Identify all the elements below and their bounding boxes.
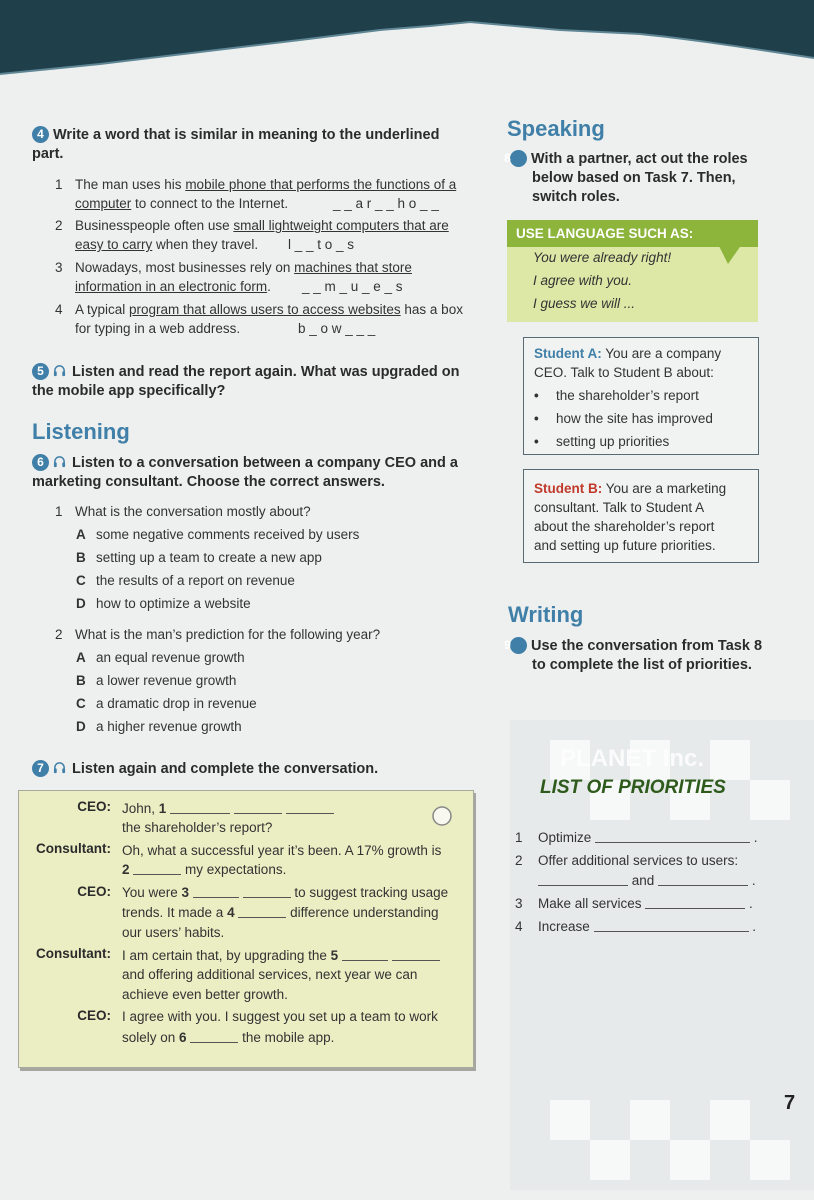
dialogue-line: achieve even better growth. [122, 987, 288, 1002]
task6-question-2: 2 What is the man’s prediction for the following year? [55, 627, 381, 642]
section-heading-speaking: Speaking [507, 116, 605, 141]
dialogue-line: 2 my expectations. [122, 862, 287, 877]
task9-instruction: 9 Use the conversation from Task 8 to complete the list of priorities. [504, 638, 763, 673]
option[interactable]: C a dramatic drop in revenue [76, 696, 257, 711]
answer-blank[interactable] [170, 801, 230, 814]
answer-blank[interactable] [342, 948, 388, 961]
task6-question-1: 1 What is the conversation mostly about? [55, 504, 311, 519]
task4-item-3: 3 Nowadays, most businesses rely on machines that store information in an electronic form. _ _ m _ u _ e _ s [55, 260, 412, 294]
option[interactable]: B a lower revenue growth [76, 673, 237, 688]
answer-blank[interactable] [238, 905, 286, 918]
task-number: 5 [32, 363, 49, 380]
dialogue-line: trends. It made a 4 difference understanding [122, 905, 439, 920]
clue: b _ o w _ _ _ [298, 321, 376, 336]
section-heading-listening: Listening [32, 419, 130, 444]
use-language-title: USE LANGUAGE SUCH AS: [516, 226, 694, 241]
phrase: I agree with you. [533, 273, 633, 288]
answer-blank[interactable] [594, 919, 749, 932]
option[interactable]: A some negative comments received by users [76, 527, 360, 542]
speaker-label: Consultant: [36, 841, 111, 856]
answer-blank[interactable] [133, 862, 181, 875]
dialogue-line: our users’ habits. [122, 925, 225, 940]
bullet-item: • setting up priorities [534, 434, 670, 449]
dialogue-line: solely on 6 the mobile app. [122, 1030, 335, 1045]
clue: _ _ m _ u _ e _ s [302, 279, 403, 294]
task-number: 6 [32, 454, 49, 471]
dialogue-line: and offering additional services, next year we can [122, 967, 418, 982]
student-a-card: Student A: You are a company CEO. Talk to Student B about: • the shareholder’s report • how the site has improved • setting up priorities [523, 337, 759, 455]
answer-blank[interactable] [658, 873, 748, 886]
speaker-label: CEO: [77, 799, 111, 814]
task8-instruction: 8 With a partner, act out the roles below based on Task 7. Then, switch roles. [504, 151, 748, 205]
task5-instruction: 5 Listen and read the report again. What was upgraded on the mobile app specifically? [32, 364, 460, 399]
planet-watermark: PLANET Inc. [560, 745, 705, 772]
option[interactable]: A an equal revenue growth [76, 650, 245, 665]
answer-blank[interactable] [645, 896, 745, 909]
clue: _ _ a r _ _ h o _ _ [333, 196, 439, 211]
top-banner [0, 0, 814, 80]
clue: l _ _ t o _ s [288, 237, 355, 252]
phrase: You were already right! [533, 250, 672, 265]
dialogue-line: the shareholder’s report? [122, 820, 273, 835]
dialogue-line: Oh, what a successful year it’s been. A 17% growth is [122, 843, 442, 858]
dialogue-line: I am certain that, by upgrading the 5 [122, 945, 440, 966]
answer-blank[interactable] [595, 830, 750, 843]
task-number: 4 [32, 126, 49, 143]
task4-item-2: 2 Businesspeople often use small lightweight computers that are easy to carry when they travel. l _ _ t o _ s [55, 218, 449, 252]
bullet-item: • how the site has improved [534, 411, 713, 426]
priority-item-2-blanks: and . [538, 871, 756, 890]
dialogue-line: I agree with you. I suggest you set up a team to work [122, 1009, 438, 1024]
phrase: I guess we will ... [533, 296, 636, 311]
task4-item-4: 4 A typical program that allows users to access websites has a box for typing in a web address. b _ o w _ _ _ [55, 302, 463, 336]
priority-item-1: 1 Optimize . [515, 830, 758, 845]
dialogue-note [18, 790, 474, 1068]
task6-instruction: 6 Listen to a conversation between a company CEO and a marketing consultant. Choose the correct answers. [32, 455, 458, 490]
headphones-icon [53, 455, 66, 468]
task4-item-1: 1 The man uses his mobile phone that performs the functions of a computer to connect to the Internet. _ _ a r _ _ h o _ _ [55, 177, 457, 211]
speaker-label: CEO: [77, 884, 111, 899]
headphones-icon [53, 364, 66, 377]
answer-blank[interactable] [243, 885, 291, 898]
answer-blank[interactable] [190, 1030, 238, 1043]
priority-item-3: 3 Make all services . [515, 896, 753, 911]
task-number: 9 [510, 637, 527, 654]
dialogue-line: John, 1 [122, 798, 334, 819]
option[interactable]: B setting up a team to create a new app [76, 550, 322, 565]
speech-tail-icon [718, 244, 742, 264]
option[interactable]: D a higher revenue growth [76, 719, 242, 734]
task-number: 7 [32, 760, 49, 777]
speaker-label: CEO: [77, 1008, 111, 1023]
task4-instruction: 4 Write a word that is similar in meaning to the underlined part. [32, 127, 440, 162]
student-b-card: Student B: You are a marketing consultant. Talk to Student A about the shareholder’s report and setting up future priorities. [523, 469, 759, 563]
list-title: LIST OF PRIORITIES [540, 777, 726, 798]
priority-item-2: 2 Offer additional services to users: [515, 853, 739, 868]
speaker-label: Consultant: [36, 946, 111, 961]
pin-hole-icon [429, 803, 455, 829]
bullet-item: • the shareholder’s report [534, 388, 699, 403]
answer-blank[interactable] [392, 948, 440, 961]
task7-instruction: 7 Listen again and complete the conversation. [32, 760, 472, 779]
section-heading-writing: Writing [508, 602, 584, 627]
task-number: 8 [510, 150, 527, 167]
option[interactable]: C the results of a report on revenue [76, 573, 295, 588]
priority-item-4: 4 Increase . [515, 919, 757, 934]
answer-blank[interactable] [234, 801, 282, 814]
answer-blank[interactable] [286, 801, 334, 814]
option[interactable]: D how to optimize a website [76, 596, 251, 611]
answer-blank[interactable] [193, 885, 239, 898]
page-number: 7 [784, 1092, 796, 1114]
answer-blank[interactable] [538, 873, 628, 886]
dialogue-line: You were 3 to suggest tracking usage [122, 885, 449, 900]
headphones-icon [53, 761, 66, 774]
